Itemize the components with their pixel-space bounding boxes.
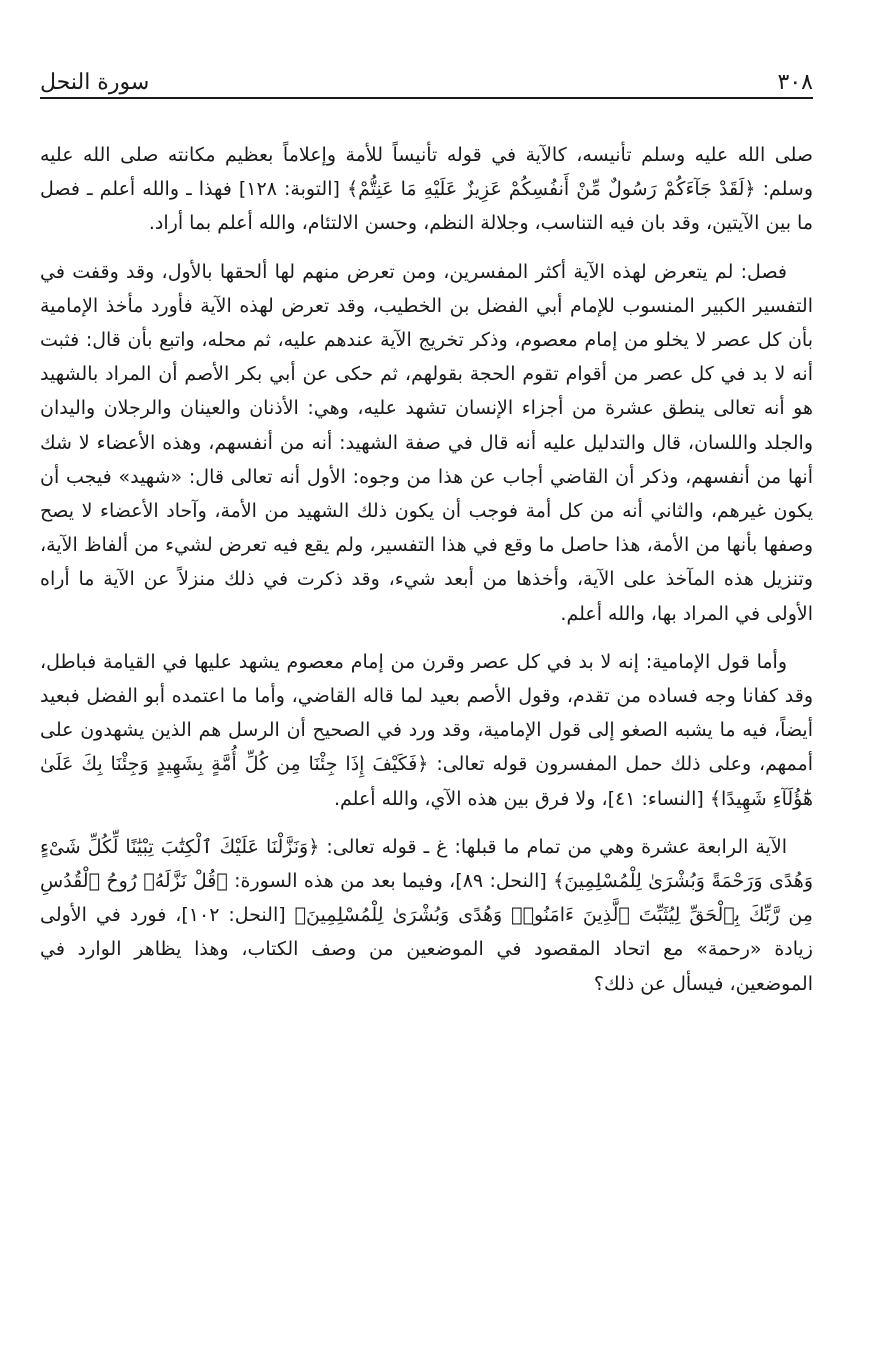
surah-title: سورة النحل (40, 70, 150, 95)
text-segment: الآية الرابعة عشرة وهي من تمام ما قبلها: غ ـ قوله تعالى: (319, 835, 788, 858)
paragraph-1 (40, 138, 813, 241)
quran-verse: ﴿وَنَزَّلْنَا عَلَيْكَ ٱلْكِتَٰبَ تِبْيَٰنًا لِّكُلِّ شَىْءٍ وَهُدًى وَرَحْمَةً وَبُشْرَىٰ لِلْمُسْلِمِينَ﴾ (40, 835, 813, 893)
quran-verse: ﴿فَكَيْفَ إِذَا جِئْنَا مِن كُلِّ أُمَّةٍ بِشَهِيدٍ وَجِئْنَا بِكَ عَلَىٰ هَٰٓؤُلَآءِ شَهِيدًا﴾ (40, 753, 813, 810)
text-segment: [التوبة: ١٢٨] فهذا ـ والله أعلم ـ فصل ما بين الآيتين، وقد بان فيه التناسب، وجلالة النظم، وحسن الالتئام، والله أعلم بما أراد. (40, 178, 813, 235)
quran-verse: ﴿قُلْ نَزَّلَهُۥ رُوحُ ٱلْقُدُسِ مِن رَّبِّكَ بِٱلْحَقِّ لِيُثَبِّتَ ٱلَّذِينَ ءَامَنُوا۟ وَهُدًى وَبُشْرَىٰ لِلْمُسْلِمِينَ﴾ (40, 870, 813, 927)
body-text (40, 138, 813, 1015)
text-segment: صلى الله عليه وسلم تأنيسه، كالآية في قوله تأنيساً للأمة وإعلاماً بعظيم مكانته صلى الله عليه وسلم: (40, 144, 814, 201)
text-segment: فصل: لم يتعرض لهذه الآية أكثر المفسرين، ومن تعرض منهم لها ألحقها بالأول، وقد وقفت في التفسير الكبير المنسوب للإمام أبي الفضل بن الخطيب، وقد تعرض لهذه الآية فأورد مأخذ الإمامية بأن كل عصر لا يخلو من إمام معصوم، وذكر تخريج الآية عندهم عليه، ثم محله، واتبع بأن قال: فثبت أنه لا بد في كل عصر من أقوام تقوم الحجة بقولهم، ثم حكى عن أبي بكر الأصم أن المراد بالشهيد هو أنه تعالى ينطق عشرة من أجزاء الإنسان تشهد عليه، وهي: الأذنان والعينان والرجلان واليدان والجلد واللسان، قال والتدليل عليه أنه قال في صفة الشهيد: أنه من أنفسهم، وهذه الأعضاء لا شك أنها من أنفسهم، وذكر أن القاضي أجاب عن هذا من وجوه: الأول أنه تعالى قال: «شهيد» فيجب أن يكون غيرهم، والثاني أنه من كل أمة فوجب أن يكون ذلك الشهيد من الأمة، وآحاد الأعضاء لا يصح وصفها بأنها من الأمة، هذا حاصل ما وقع في هذا التفسير، ولم يقع فيه تعرض لشيء من ألفاظ الآية، وتنزيل هذه المآخذ على الآية، وأخذها من أبعد شيء، وقد ذكرت في ذلك منزلاً عن الآية ما أراه الأولى في المراد بها، والله أعلم. (40, 260, 813, 625)
header-divider (40, 97, 813, 99)
page-number: ٣٠٨ (777, 70, 813, 95)
text-segment: [النحل: ١٠٢]، فورد في الأولى زيادة «رحمة» مع اتحاد المقصود في الموضعين من وصف الكتاب، وهذا يظاهر الوارد في الموضعين، فيسأل عن ذلك؟ (40, 904, 813, 995)
paragraph-4 (40, 830, 813, 1001)
running-header (40, 58, 813, 98)
text-segment: وأما قول الإمامية: إنه لا بد في كل عصر وقرن من إمام معصوم يشهد عليها في القيامة فباطل، وقد كفانا وجه فساده من تقدم، وقول الأصم بعيد لما قاله القاضي، وأما ما اعتمده أبو الفضل فبعيد أيضاً، فيه ما يشبه الصغو إلى قول الإمامية، وقد ورد في الصحيح أن الرسل هم الذين يشهدون على أممهم، وعلى ذلك حمل المفسرون قوله تعالى: (40, 650, 813, 776)
quran-verse: ﴿لَقَدْ جَآءَكُمْ رَسُولٌ مِّنْ أَنفُسِكُمْ عَزِيزٌ عَلَيْهِ مَا عَنِتُّمْ﴾ (346, 178, 756, 201)
text-segment: [النحل: ٨٩]، وفيما بعد من هذه السورة: (227, 870, 554, 893)
text-segment: [النساء: ٤١]، ولا فرق بين هذه الآي، والله أعلم. (334, 787, 710, 810)
paragraph-2 (40, 255, 813, 631)
paragraph-3 (40, 645, 813, 816)
